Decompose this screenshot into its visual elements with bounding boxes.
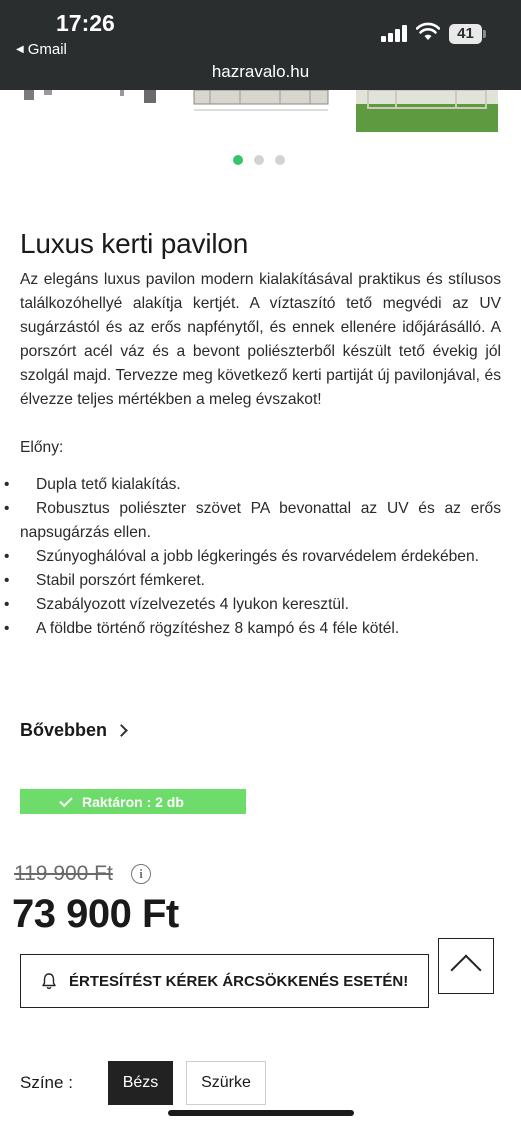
read-more-link[interactable] — [20, 720, 126, 741]
checkmark-icon — [59, 793, 72, 806]
battery-level: 41 — [449, 24, 482, 44]
product-gallery[interactable] — [0, 90, 521, 134]
list-item: • Szabályozott vízelvezetés 4 lyukon keresztül. — [20, 593, 501, 617]
address-bar-url[interactable]: hazravalo.hu — [211, 62, 310, 81]
back-app-label: Gmail — [27, 41, 67, 58]
product-description: Az elegáns luxus pavilon modern kialakításával praktikus és stílusos találkozóhellyé alakítja kertjét. A víztaszító tető megvédi az UV sugárzástól és az erős napfénytől, és ennek ellenére időjárásálló. A porszórt acél váz és a bevont poliészterből készült tető évekig jól szolgál majd. Tervezze meg következő kerti partiját új pavilonjával, és élvezze teljes mértékben a meleg évszakot! — [20, 271, 501, 408]
read-more-label: Bővebben — [20, 720, 108, 740]
bell-icon — [41, 972, 57, 990]
chevron-up-icon — [450, 954, 481, 985]
wifi-icon — [416, 22, 440, 42]
stock-badge — [20, 789, 246, 814]
color-label: Színe : — [20, 1073, 73, 1092]
product-title: Luxus kerti pavilon — [20, 228, 249, 259]
current-price: 73 900 Ft — [12, 892, 179, 936]
list-item: • A földbe történő rögzítéshez 8 kampó és 4 féle kötél. — [20, 617, 501, 641]
info-icon[interactable]: i — [131, 864, 151, 884]
home-indicator[interactable] — [168, 1110, 354, 1116]
battery-icon — [449, 24, 487, 44]
gallery-image-2[interactable] — [190, 90, 332, 116]
list-item: • Stabil porszórt fémkeret. — [20, 569, 501, 593]
carousel-dot-active[interactable] — [233, 155, 243, 165]
scroll-to-top-button[interactable] — [438, 938, 494, 994]
list-item: • Robusztus poliészter szövet PA bevonattal az UV és az erős napsugárzás ellen. — [20, 497, 501, 545]
list-item: • Dupla tető kialakítás. — [20, 473, 501, 497]
price-drop-notify-button[interactable] — [20, 954, 429, 1008]
benefits-label: Előny: — [20, 439, 64, 456]
color-option-szurke[interactable]: Szürke — [186, 1061, 266, 1105]
stock-label: Raktáron : 2 db — [82, 793, 184, 810]
carousel-dot[interactable] — [275, 155, 285, 165]
gallery-image-1[interactable] — [22, 90, 172, 106]
cellular-signal-icon — [381, 24, 409, 42]
carousel-pagination — [233, 155, 285, 165]
back-to-app-link[interactable] — [16, 41, 67, 58]
browser-status-bar — [0, 0, 521, 90]
original-price: 119 900 Ft — [14, 862, 113, 885]
benefits-list — [20, 473, 501, 641]
chevron-right-icon — [115, 724, 128, 737]
color-option-bezs[interactable]: Bézs — [108, 1061, 173, 1105]
list-item: • Szúnyoghálóval a jobb légkeringés és rovarvédelem érdekében. — [20, 545, 501, 569]
gallery-image-3[interactable] — [356, 90, 498, 132]
clock-time: 17:26 — [56, 10, 115, 36]
carousel-dot[interactable] — [254, 155, 264, 165]
back-arrow-icon: ◀ — [16, 44, 24, 55]
notify-label: ÉRTESÍTÉST KÉREK ÁRCSÖKKENÉS ESETÉN! — [69, 972, 409, 990]
